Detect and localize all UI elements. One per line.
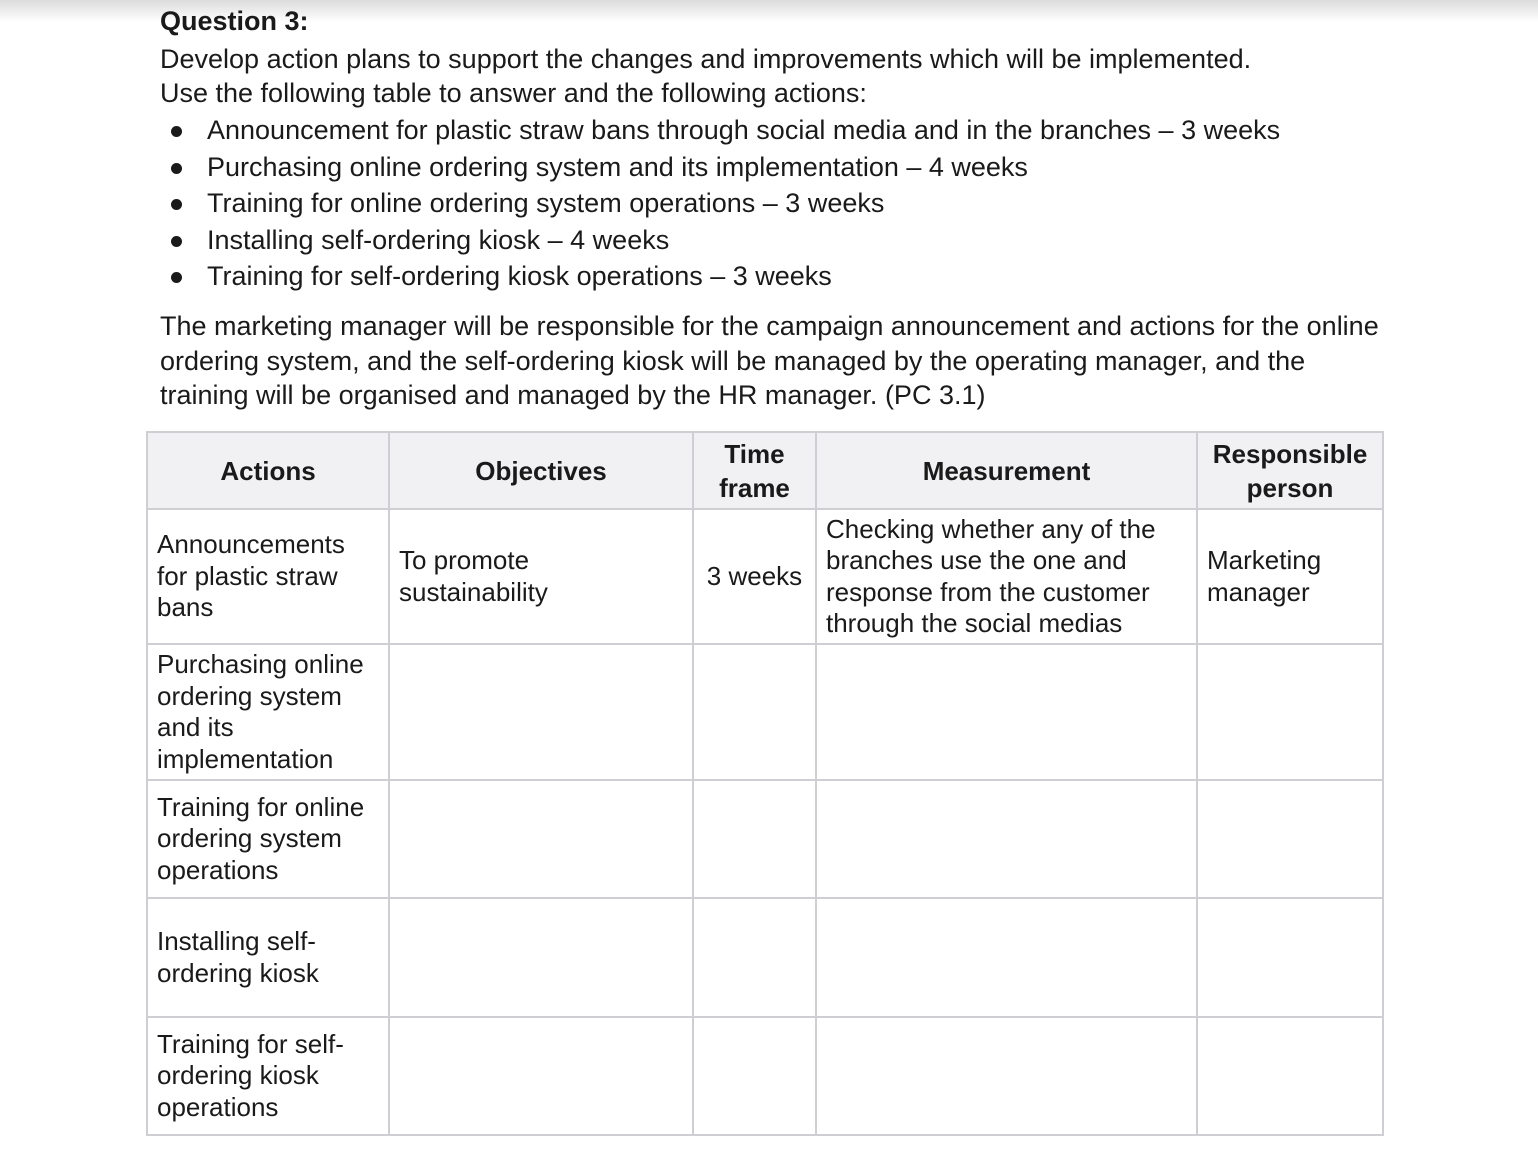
cell-measurement[interactable] [816,780,1197,898]
action-list [160,112,1280,295]
header-actions: Actions [147,432,389,509]
cell-person[interactable] [1197,780,1383,898]
cell-person: Marketing manager [1197,509,1383,644]
header-measurement: Measurement [816,432,1197,509]
cell-objective[interactable] [389,898,693,1017]
cell-objective[interactable] [389,1017,693,1135]
cell-action: Training for self-ordering kiosk operations [147,1017,389,1135]
cell-time[interactable] [693,644,816,780]
question-title: Question 3: [160,6,309,36]
cell-action: Purchasing online ordering system and its implementation [147,644,389,780]
cell-measurement[interactable] [816,1017,1197,1135]
table-row [147,780,1383,898]
cell-person[interactable] [1197,898,1383,1017]
cell-measurement[interactable] [816,644,1197,780]
cell-action: Training for online ordering system operations [147,780,389,898]
list-item: Installing self-ordering kiosk – 4 weeks [207,222,1280,259]
table-row [147,1017,1383,1135]
table-row [147,898,1383,1017]
cell-measurement[interactable] [816,898,1197,1017]
cell-time: 3 weeks [693,509,816,644]
cell-time[interactable] [693,898,816,1017]
intro-text [160,42,1410,110]
cell-time[interactable] [693,780,816,898]
list-item: Announcement for plastic straw bans through social media and in the branches – 3 weeks [207,112,1280,149]
list-item: Training for self-ordering kiosk operations – 3 weeks [207,258,1280,295]
header-objectives: Objectives [389,432,693,509]
list-item: Training for online ordering system operations – 3 weeks [207,185,1280,222]
cell-person[interactable] [1197,1017,1383,1135]
table-row [147,509,1383,644]
responsibility-paragraph: The marketing manager will be responsible for the campaign announcement and actions for the online ordering system, and the self-ordering kiosk will be managed by the operating manager, and the training will be organised and managed by the HR manager. (PC 3.1) [160,311,1379,410]
cell-person[interactable] [1197,644,1383,780]
header-time-frame: Time frame [693,432,816,509]
cell-action: Announcements for plastic straw bans [147,509,389,644]
cell-objective[interactable] [389,644,693,780]
cell-objective: To promote sustainability [389,509,693,644]
header-responsible-person: Responsible person [1197,432,1383,509]
intro-line: Develop action plans to support the changes and improvements which will be implemented. [160,44,1252,74]
table-header-row [147,432,1383,509]
list-item: Purchasing online ordering system and its implementation – 4 weeks [207,149,1280,186]
cell-measurement: Checking whether any of the branches use the one and response from the customer through the social medias [816,509,1197,644]
cell-time[interactable] [693,1017,816,1135]
cell-objective[interactable] [389,780,693,898]
table-row [147,644,1383,780]
intro-line: Use the following table to answer and the following actions: [160,78,867,108]
action-plan-table [146,431,1384,1136]
cell-action: Installing self-ordering kiosk [147,898,389,1017]
